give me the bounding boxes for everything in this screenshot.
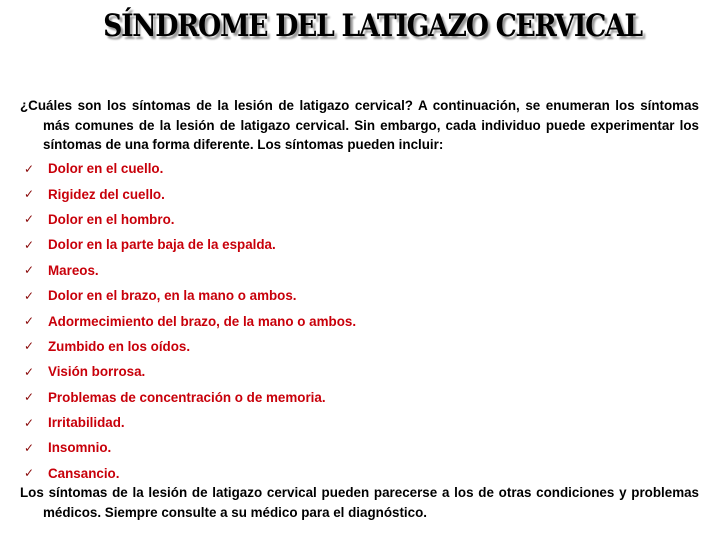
list-item xyxy=(24,156,356,181)
list-item xyxy=(24,359,356,384)
list-item-label: Problemas de concentración o de memoria. xyxy=(48,389,326,405)
list-item xyxy=(24,258,356,283)
list-item-label: Insomnio. xyxy=(48,440,112,456)
list-item xyxy=(24,207,356,232)
list-item-label: Dolor en la parte baja de la espalda. xyxy=(48,237,276,253)
checkmark-icon: ✓ xyxy=(24,187,35,202)
intro-paragraph: ¿Cuáles son los síntomas de la lesión de latigazo cervical? A continuación, se enumeran los síntomas más comunes de la lesión de latigazo cervical. Sin embargo, cada individuo puede experimentar los síntomas de una forma diferente. Los síntomas pueden incluir: xyxy=(20,98,699,152)
list-item-label: Mareos. xyxy=(48,262,99,278)
checkmark-icon: ✓ xyxy=(24,390,35,405)
symptom-list xyxy=(24,156,356,486)
checkmark-icon: ✓ xyxy=(24,212,35,227)
checkmark-icon: ✓ xyxy=(24,339,35,354)
page-title: SÍNDROME DEL LATIGAZO CERVICAL xyxy=(103,8,642,44)
checkmark-icon: ✓ xyxy=(24,364,35,379)
list-item xyxy=(24,283,356,308)
list-item xyxy=(24,435,356,460)
checkmark-icon: ✓ xyxy=(24,466,35,481)
list-item xyxy=(24,410,356,435)
checkmark-icon: ✓ xyxy=(24,415,35,430)
closing-paragraph: Los síntomas de la lesión de latigazo cervical pueden parecerse a los de otras condiciones y problemas médicos. Siempre consulte a su médico para el diagnóstico. xyxy=(20,485,699,520)
checkmark-icon: ✓ xyxy=(24,440,35,455)
list-item-label: Rigidez del cuello. xyxy=(48,186,165,202)
checkmark-icon: ✓ xyxy=(24,288,35,303)
list-item xyxy=(24,385,356,410)
checkmark-icon: ✓ xyxy=(24,263,35,278)
list-item-label: Zumbido en los oídos. xyxy=(48,338,191,354)
list-item-label: Cansancio. xyxy=(48,465,120,481)
list-item-label: Adormecimiento del brazo, de la mano o ambos. xyxy=(48,313,357,329)
list-item-label: Irritabilidad. xyxy=(48,415,125,431)
checkmark-icon: ✓ xyxy=(24,237,35,252)
list-item-label: Visión borrosa. xyxy=(48,364,146,380)
checkmark-icon: ✓ xyxy=(24,314,35,329)
list-item-label: Dolor en el cuello. xyxy=(48,161,164,177)
list-item xyxy=(24,181,356,206)
list-item xyxy=(24,334,356,359)
list-item-label: Dolor en el brazo, en la mano o ambos. xyxy=(48,288,297,304)
list-item xyxy=(24,308,356,333)
list-item-label: Dolor en el hombro. xyxy=(48,211,175,227)
list-item xyxy=(24,232,356,257)
checkmark-icon: ✓ xyxy=(24,161,35,176)
